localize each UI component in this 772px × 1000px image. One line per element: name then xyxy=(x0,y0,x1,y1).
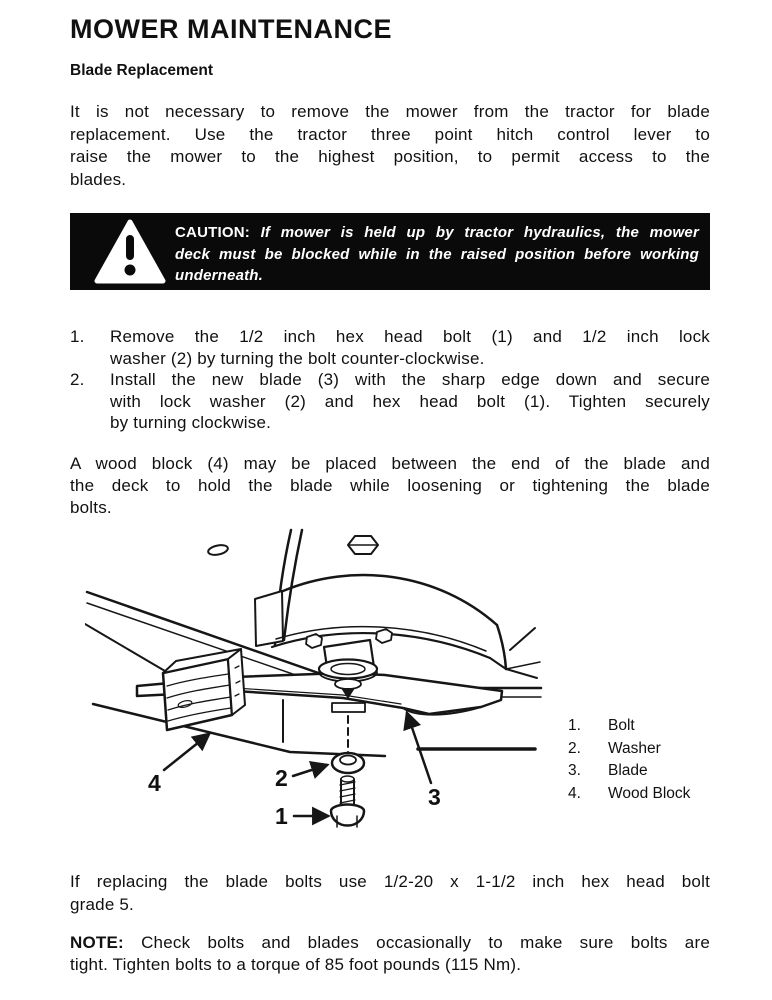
hex-nut-small xyxy=(306,634,322,648)
legend-item xyxy=(568,738,690,761)
instruction-list xyxy=(70,326,710,434)
paragraph-line: the deck to hold the blade while loosening or tightening the blade xyxy=(70,476,710,495)
legend-item xyxy=(568,715,690,738)
paragraph-line: blades. xyxy=(70,169,127,189)
paragraph-line: A wood block (4) may be placed between the end of the blade and xyxy=(70,454,710,473)
step-line: Install the new blade (3) with the sharp edge down and secure xyxy=(110,370,710,389)
wood-block-drawing xyxy=(163,649,245,730)
intro-paragraph xyxy=(70,101,710,191)
legend-number: 1. xyxy=(568,717,581,734)
legend-item xyxy=(568,760,690,783)
washer-drawing xyxy=(332,753,364,773)
paragraph-line: If replacing the blade bolts use 1/2-20 x 1-1/2 inch hex head bolt xyxy=(70,872,710,891)
callout-arrow-washer xyxy=(293,765,327,776)
step-line: with lock washer (2) and hex head bolt (1). Tighten securely xyxy=(110,391,710,411)
caution-banner xyxy=(70,213,710,290)
step-line: Remove the 1/2 inch hex head bolt (1) and 1/2 inch lock xyxy=(110,327,710,346)
list-item-1 xyxy=(70,326,710,369)
wood-block-paragraph xyxy=(70,453,710,519)
warning-triangle-icon xyxy=(94,219,166,285)
bolt-drawing xyxy=(331,776,364,827)
deck-top-bolt xyxy=(348,536,378,554)
legend-label: Washer xyxy=(608,739,661,757)
callout-arrows xyxy=(148,713,441,829)
note-line: NOTE: Check bolts and blades occasionally to make sure bolts are xyxy=(70,933,710,952)
list-number: 2. xyxy=(70,370,85,389)
legend-number: 2. xyxy=(568,739,581,757)
callout-number-wood-block: 4 xyxy=(148,770,161,796)
callout-number-bolt: 1 xyxy=(275,803,288,829)
discharge-cover-shell xyxy=(255,530,540,678)
paragraph-line: grade 5. xyxy=(70,894,134,914)
callout-number-blade: 3 xyxy=(428,784,441,810)
note-label: NOTE: xyxy=(70,933,124,952)
list-number: 1. xyxy=(70,327,85,346)
hex-nut-small xyxy=(376,629,392,643)
page-title: MOWER MAINTENANCE xyxy=(70,14,392,44)
caution-text xyxy=(175,222,699,287)
pulley xyxy=(319,660,377,679)
blade-flange xyxy=(332,703,365,712)
caution-line: underneath. xyxy=(175,267,264,284)
callout-number-washer: 2 xyxy=(275,765,288,791)
bolt-spec-paragraph xyxy=(70,871,710,916)
legend-number: 3. xyxy=(568,762,581,779)
paragraph-line: replacement. Use the tractor three point hitch control lever to xyxy=(70,124,710,144)
section-heading: Blade Replacement xyxy=(70,62,213,79)
caution-label: CAUTION: xyxy=(175,224,250,241)
note-line: tight. Tighten bolts to a torque of 85 foot pounds (115 Nm). xyxy=(70,955,522,974)
legend-label: Wood Block xyxy=(608,784,691,802)
list-item-2 xyxy=(70,369,710,434)
paragraph-line: It is not necessary to remove the mower from the tractor for blade xyxy=(70,102,710,121)
step-line: by turning clockwise. xyxy=(110,413,272,432)
paragraph-line: raise the mower to the highest position, to permit access to the xyxy=(70,147,710,166)
blade-replacement-figure xyxy=(70,525,730,847)
legend-item xyxy=(568,783,690,806)
legend-number: 4. xyxy=(568,784,581,802)
figure-legend xyxy=(568,715,690,805)
callout-arrow-wood-block xyxy=(164,734,209,770)
step-line: washer (2) by turning the bolt counter-clockwise. xyxy=(110,348,485,368)
caution-line: deck must be blocked while in the raised position before working xyxy=(175,245,699,263)
mower-underside-illustration xyxy=(85,528,555,845)
caution-line: CAUTION: If mower is held up by tractor hydraulics, the mower xyxy=(175,224,699,241)
paragraph-line: bolts. xyxy=(70,498,112,517)
legend-label: Bolt xyxy=(608,717,635,734)
note-paragraph xyxy=(70,932,710,976)
deck-hole xyxy=(207,544,228,557)
legend-label: Blade xyxy=(608,762,648,779)
